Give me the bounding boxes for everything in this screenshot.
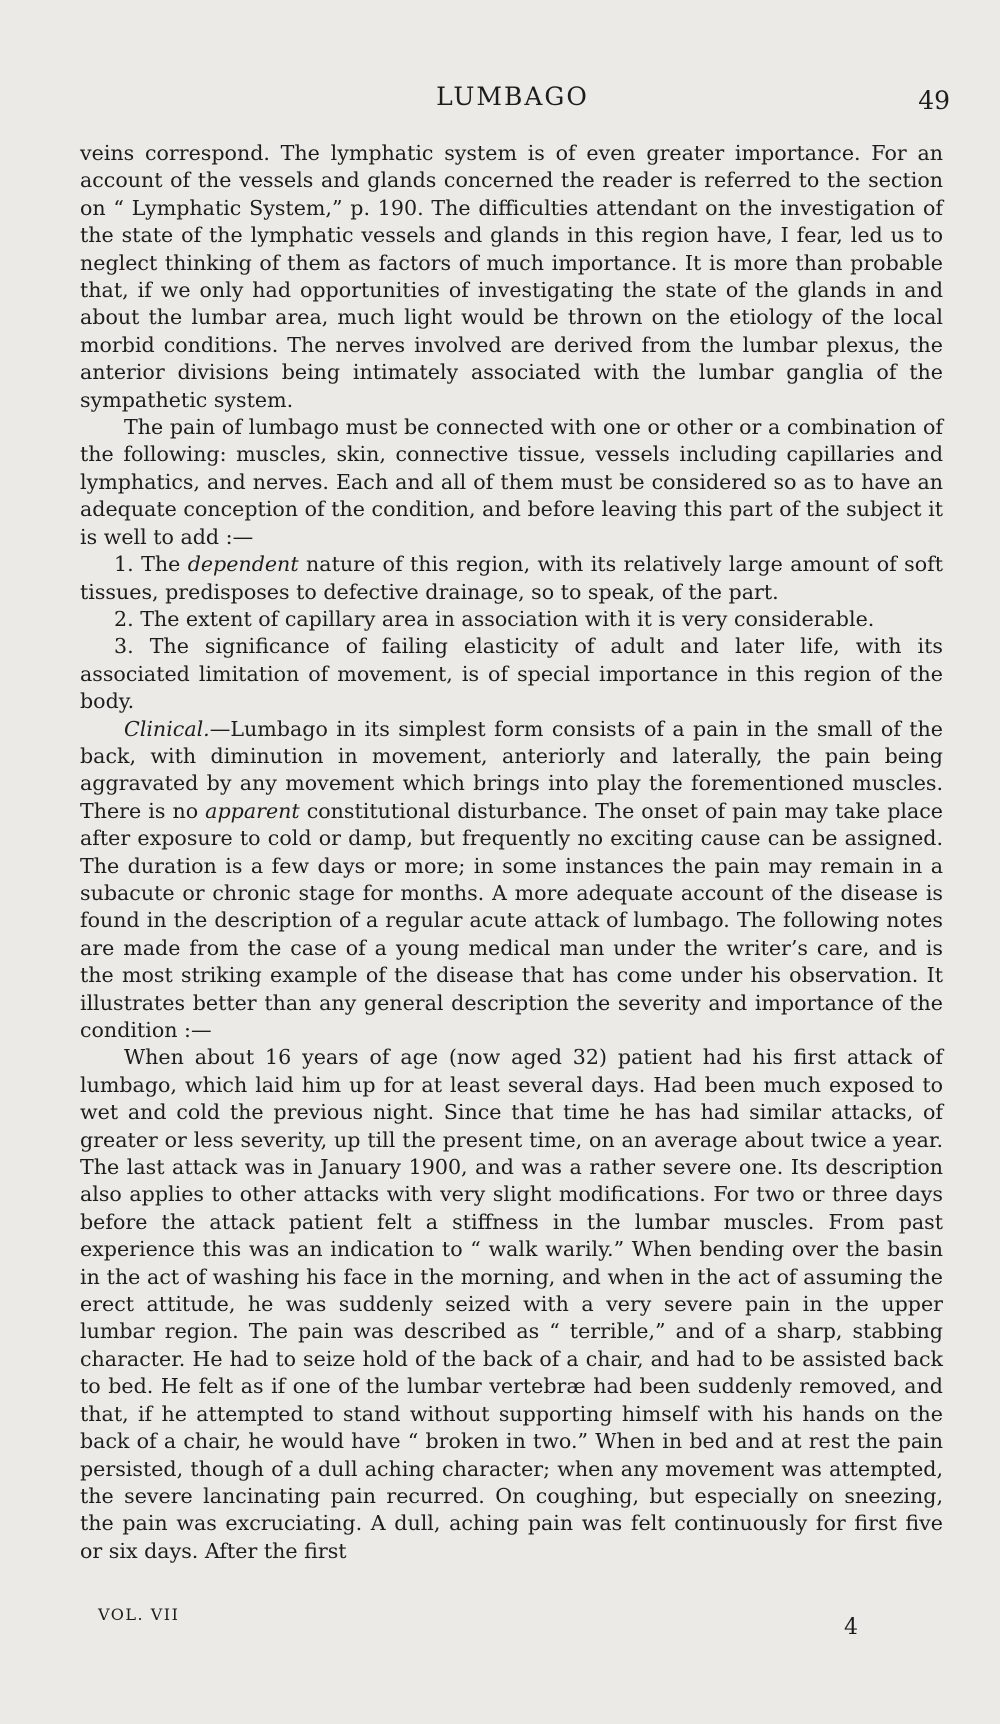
list-item-text-before: The xyxy=(141,552,181,577)
page-number: 49 xyxy=(918,86,950,115)
volume-mark: VOL. VII xyxy=(98,1605,180,1624)
emphasis-apparent: apparent xyxy=(205,798,300,823)
list-item-elasticity: 3. The significance of failing elasticity of adult and later life, with its associated limitation of movement, is of special importance in this region of the body. xyxy=(80,634,943,714)
signature-mark: 4 xyxy=(844,1615,858,1640)
clinical-text-a: —Lumbago in its simplest form consists of a pain in the small of the back, with diminution in movement, anteriorly and laterally, the pain being aggravated by any movement which brings into play the forementioned muscles. There is no xyxy=(80,716,943,823)
paragraph-lymphatic: veins correspond. The lymphatic system is of even greater importance. For an account of the vessels and glands concerned the reader is referred to the section on “ Lymphatic System,” p. 190. The difficulties attendant on the investigation of the state of the lymphatic vessels and glands in this region have, I fear, led us to neglect thinking of them as factors of much importance. It is more than probable that, if we only had opportunities of investigating the state of the glands in and about the lumbar area, much light would be thrown on the etiology of the local morbid conditions. The nerves involved are derived from the lumbar plexus, the anterior divisions being intimately associated with the lumbar ganglia of the sympathetic system. xyxy=(80,141,943,412)
clinical-heading: Clinical. xyxy=(124,716,210,741)
paragraph-case-notes: When about 16 years of age (now aged 32) patient had his first attack of lumbago, which laid him up for at least several days. Had been much exposed to wet and cold the previous night. Since that time he has had similar attacks, of greater or less severity, up till the present time, on an average about twice a year. The last attack was in January 1900, and was a rather severe one. Its description also applies to other attacks with very slight modifications. For two or three days before the attack patient felt a stiffness in the lumbar muscles. From past experience this was an indication to “ walk warily.” When bending over the basin in the act of washing his face in the morning, and when in the act of assuming the erect attitude, he was suddenly seized with a very severe pain in the upper lumbar region. The pain was described as “ terrible,” and of a sharp, stabbing character. He had to seize hold of the back of a chair, and had to be assisted back to bed. He felt as if one of the lumbar vertebræ had been suddenly removed, and that, if he attempted to stand without supporting himself with his hands on the back of a chair, he would have “ broken in two.” When in bed and at rest the pain persisted, though of a dull aching character; when any movement was attempted, the severe lancinating pain recurred. On coughing, but especially on sneezing, the pain was excruciating. A dull, aching pain was felt continuously for first five or six days. After the first xyxy=(80,1045,943,1563)
list-item-dependent xyxy=(80,551,943,606)
page-footer xyxy=(98,1605,858,1645)
paragraph-clinical xyxy=(80,716,943,1045)
page-header xyxy=(75,82,950,122)
list-item-number: 1. xyxy=(114,552,134,577)
running-title: LUMBAGO xyxy=(436,82,589,111)
list-item-capillary: 2. The extent of capillary area in association with it is very considerable. xyxy=(114,606,875,631)
clinical-text-b: constitutional disturbance. The onset of pain may take place after exposure to cold or damp, but frequently no exciting cause can be assigned. The duration is a few days or more; in some instances the pain may remain in a subacute or chronic stage for months. A more adequate account of the disease is found in the description of a regular acute attack of lumbago. The following notes are made from the case of a young medical man under the writer’s care, and is the most striking example of the disease that has come under his observation. It illustrates better than any general description the severity and importance of the condition :— xyxy=(80,798,943,1042)
list-item-text-after: nature of this region, with its relatively large amount of soft tissues, predisposes to defective drainage, so to speak, of the part. xyxy=(80,552,943,604)
page-body xyxy=(80,140,943,1565)
emphasis-dependent: dependent xyxy=(187,552,299,577)
paragraph-pain-sources: The pain of lumbago must be connected with one or other or a combination of the following: muscles, skin, connective tissue, vessels including capillaries and lymphatics, and nerves. Each and all of them must be considered so as to have an adequate conception of the condition, and before leaving this part of the subject it is well to add :— xyxy=(80,415,943,549)
